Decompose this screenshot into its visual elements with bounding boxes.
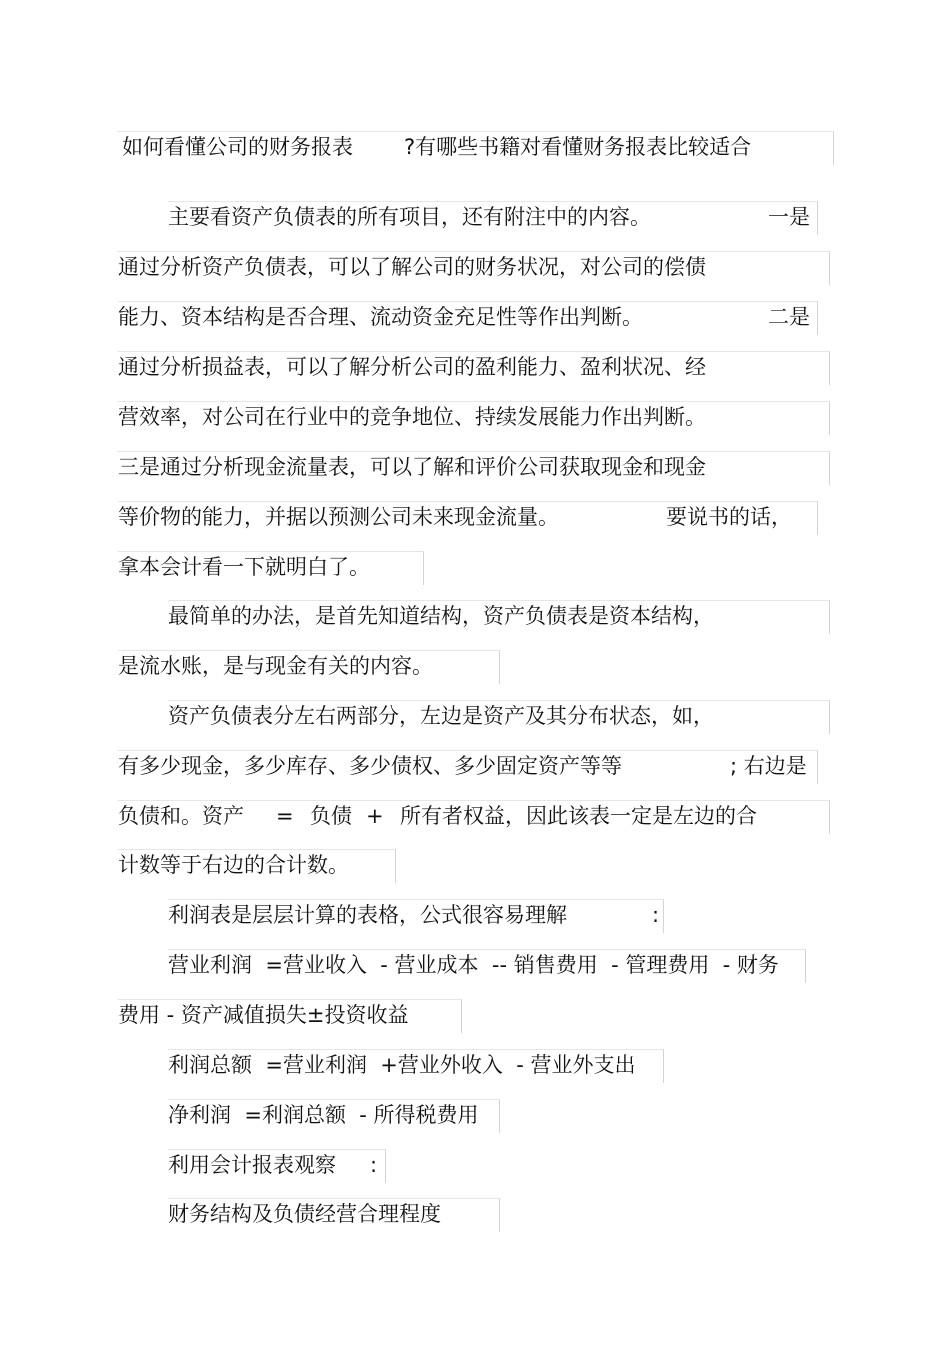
text-line xyxy=(118,251,830,285)
text-segment: 主要看资产负债表的所有项目，还有附注中的内容。 xyxy=(168,205,651,229)
text-segment: 是流水账，是与现金有关的内容。 xyxy=(118,654,433,678)
text-line xyxy=(118,451,830,485)
text-segment: 负债 xyxy=(310,804,352,828)
formula-text: 利润总额 =营业利润 +营业外收入 - 营业外支出 xyxy=(168,1053,636,1077)
title-text: 如何看懂公司的财务报表 xyxy=(122,135,353,159)
text-segment: 二是 xyxy=(768,305,810,329)
text-segment: 三是通过分析现金流量表，可以了解和评价公司获取现金和现金 xyxy=(118,455,706,479)
text-segment: 利润表是层层计算的表格，公式很容易理解 xyxy=(168,903,567,927)
title-line xyxy=(118,131,834,165)
text-segment: 财务结构及负债经营合理程度 xyxy=(168,1202,441,1226)
formula-line xyxy=(168,1099,500,1133)
text-line xyxy=(118,501,818,535)
text-line xyxy=(168,899,664,933)
text-segment: 最简单的办法，是首先知道结构，资产负债表是资本结构， xyxy=(168,604,714,628)
text-line xyxy=(118,401,830,435)
text-line xyxy=(118,650,500,684)
text-line xyxy=(168,600,830,634)
text-segment: 利用会计报表观察 xyxy=(168,1153,336,1177)
text-segment: ; 右边是 xyxy=(730,754,807,778)
text-line xyxy=(118,551,424,585)
text-line xyxy=(168,1198,500,1232)
text-segment: = xyxy=(276,804,294,828)
formula-text: 净利润 =利润总额 - 所得税费用 xyxy=(168,1103,479,1127)
text-line xyxy=(118,750,818,784)
text-line xyxy=(118,301,818,335)
text-line xyxy=(168,700,830,734)
text-segment: 通过分析损益表，可以了解分析公司的盈利能力、盈利状况、经 xyxy=(118,355,706,379)
text-segment: 有多少现金，多少库存、多少债权、多少固定资产等等 xyxy=(118,754,622,778)
text-segment: 拿本会计看一下就明白了。 xyxy=(118,555,370,579)
text-segment: 通过分析资产负债表，可以了解公司的财务状况，对公司的偿债 xyxy=(118,255,706,279)
text-segment: 能力、资本结构是否合理、流动资金充足性等作出判断。 xyxy=(118,305,643,329)
title-text-question: ?有哪些书籍对看懂财务报表比较适合 xyxy=(404,135,752,159)
text-segment: 一是 xyxy=(768,205,810,229)
text-segment: 营效率，对公司在行业中的竞争地位、持续发展能力作出判断。 xyxy=(118,405,706,429)
formula-text: 营业利润 =营业收入 - 营业成本 -- 销售费用 - 管理费用 - 财务 xyxy=(168,953,779,977)
text-line xyxy=(118,800,830,834)
text-segment: 资产负债表分左右两部分，左边是资产及其分布状态，如， xyxy=(168,704,714,728)
formula-line xyxy=(168,949,806,983)
formula-text: 费用 - 资产减值损失±投资收益 xyxy=(118,1003,409,1027)
text-segment: 要说书的话， xyxy=(666,505,792,529)
text-segment: 负债和。资产 xyxy=(118,804,244,828)
formula-line xyxy=(168,1049,664,1083)
text-segment: : xyxy=(652,903,660,927)
text-line xyxy=(118,849,396,883)
formula-line xyxy=(118,999,462,1033)
text-line xyxy=(168,201,818,235)
text-line xyxy=(118,351,830,385)
text-segment: 所有者权益，因此该表一定是左边的合 xyxy=(400,804,757,828)
text-segment: : xyxy=(370,1153,378,1177)
text-segment: 等价物的能力，并据以预测公司未来现金流量。 xyxy=(118,505,559,529)
text-line xyxy=(168,1149,386,1183)
text-segment: + xyxy=(366,804,384,828)
text-segment: 计数等于右边的合计数。 xyxy=(118,853,349,877)
